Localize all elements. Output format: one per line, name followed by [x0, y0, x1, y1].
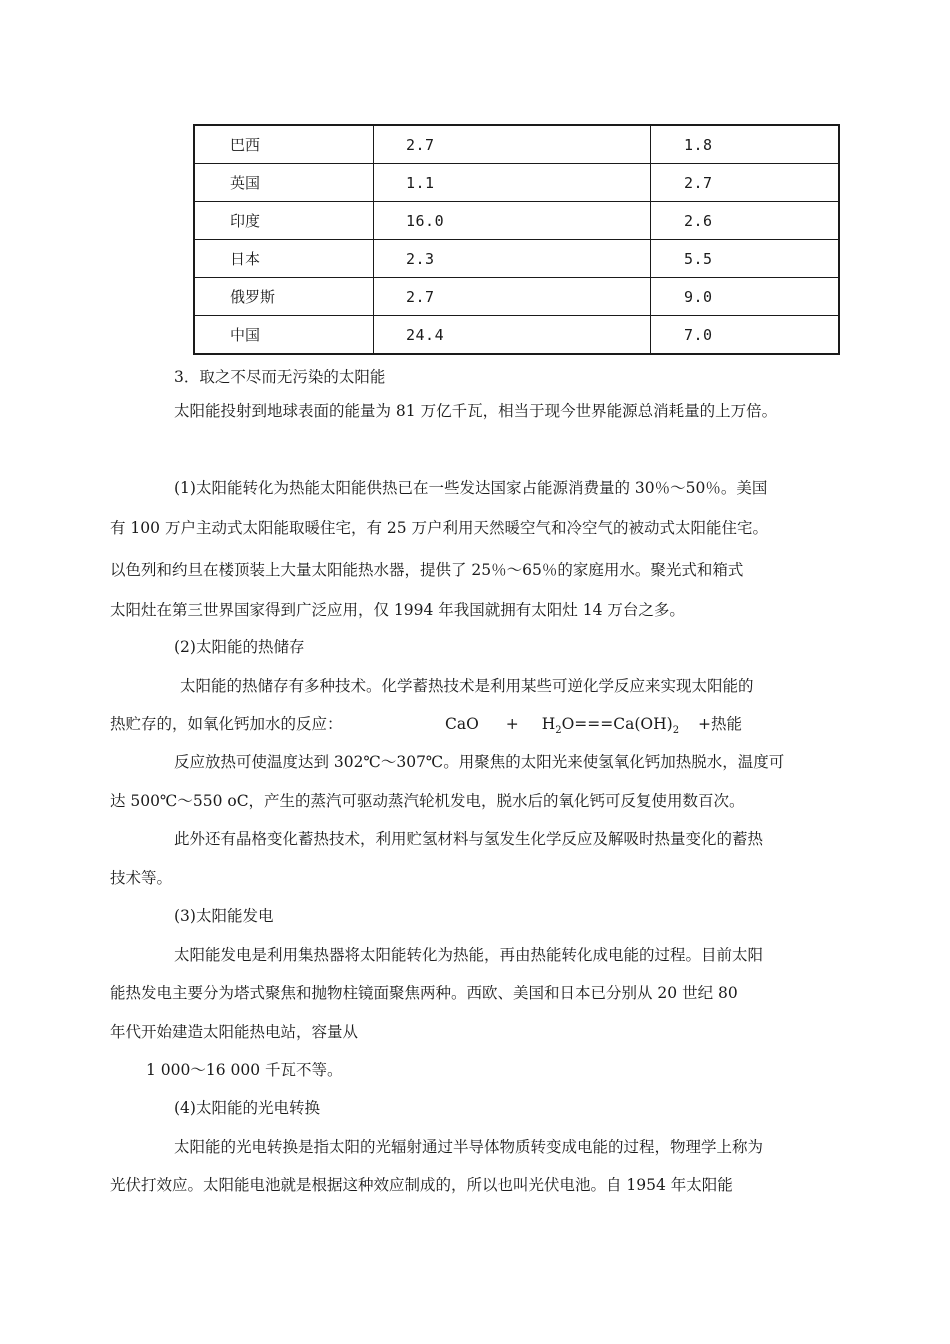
- value-cell: 2.7: [651, 164, 840, 202]
- paragraph-line: 太阳能的光电转换是指太阳的光辐射通过半导体物质转变成电能的过程，物理学上称为: [174, 1138, 764, 1156]
- value-cell: 16.0: [374, 202, 651, 240]
- paragraph-line: 能热发电主要分为塔式聚焦和抛物柱镜面聚焦两种。西欧、美国和日本已分别从 20 世纪 80: [110, 984, 738, 1002]
- paragraph-line: 光伏打效应。太阳能电池就是根据这种效应制成的，所以也叫光伏电池。自 1954 年太阳能: [110, 1176, 733, 1194]
- subscript: 2: [672, 725, 680, 737]
- paragraph-line: 太阳能的热储存有多种技术。化学蓄热技术是利用某些可逆化学反应来实现太阳能的: [180, 677, 754, 695]
- equation-term: H: [541, 715, 556, 733]
- subsection-heading: (3)太阳能发电: [174, 907, 274, 925]
- paragraph-line: 太阳灶在第三世界国家得到广泛应用，仅 1994 年我国就拥有太阳灶 14 万台之多。: [110, 601, 685, 619]
- paragraph-line: 1 000～16 000 千瓦不等。: [146, 1061, 343, 1079]
- subsection-heading: (4)太阳能的光电转换: [174, 1099, 320, 1117]
- country-cell: 巴西: [194, 125, 374, 164]
- value-cell: 7.0: [651, 316, 840, 355]
- country-cell: 俄罗斯: [194, 278, 374, 316]
- country-cell: 印度: [194, 202, 374, 240]
- paragraph-line: 有 100 万户主动式太阳能取暖住宅，有 25 万户利用天然暖空气和冷空气的被动式太阳能住宅。: [110, 519, 769, 537]
- chemical-equation: [445, 714, 742, 741]
- country-cell: 日本: [194, 240, 374, 278]
- paragraph-line: 以色列和约旦在楼顶装上大量太阳能热水器，提供了 25％～65％的家庭用水。聚光式和箱式: [110, 561, 744, 579]
- table-row: [194, 202, 839, 240]
- equation-term: O===Ca(OH): [561, 715, 673, 733]
- equation-term: CaO: [445, 715, 479, 733]
- table-row: [194, 278, 839, 316]
- value-cell: 2.6: [651, 202, 840, 240]
- value-cell: 1.1: [374, 164, 651, 202]
- table-row: [194, 316, 839, 355]
- value-cell: 9.0: [651, 278, 840, 316]
- country-cell: 中国: [194, 316, 374, 355]
- subscript: 2: [555, 725, 562, 737]
- table-row: [194, 240, 839, 278]
- country-cell: 英国: [194, 164, 374, 202]
- paragraph-line: 太阳能投射到地球表面的能量为 81 万亿千瓦，相当于现今世界能源总消耗量的上万倍。: [174, 402, 778, 420]
- section-heading: 3．取之不尽而无污染的太阳能: [174, 368, 386, 386]
- paragraph-line: (1)太阳能转化为热能太阳能供热已在一些发达国家占能源消费量的 30％～50％。美国: [174, 479, 768, 497]
- country-data-table: [193, 124, 840, 355]
- paragraph-line: 反应放热可使温度达到 302℃～307℃。用聚焦的太阳光来使氢氧化钙加热脱水，温度可: [174, 753, 785, 771]
- value-cell: 2.7: [374, 125, 651, 164]
- paragraph-line: 热贮存的，如氧化钙加水的反应：: [110, 715, 343, 733]
- paragraph-line: 年代开始建造太阳能热电站，容量从: [110, 1023, 359, 1041]
- paragraph-line: 此外还有晶格变化蓄热技术，利用贮氢材料与氢发生化学反应及解吸时热量变化的蓄热: [174, 830, 764, 848]
- value-cell: 24.4: [374, 316, 651, 355]
- value-cell: 1.8: [651, 125, 840, 164]
- equation-term: +热能: [698, 715, 742, 733]
- paragraph-line: 太阳能发电是利用集热器将太阳能转化为热能，再由热能转化成电能的过程。目前太阳: [174, 946, 764, 964]
- paragraph-line: 达 500℃～550 oC，产生的蒸汽可驱动蒸汽轮机发电，脱水后的氧化钙可反复使用数百次。: [110, 792, 745, 810]
- value-cell: 2.7: [374, 278, 651, 316]
- value-cell: 2.3: [374, 240, 651, 278]
- value-cell: 5.5: [651, 240, 840, 278]
- table-row: [194, 164, 839, 202]
- table-row: [194, 125, 839, 164]
- paragraph-line: 技术等。: [110, 869, 173, 887]
- equation-operator: +: [505, 715, 519, 733]
- subsection-heading: (2)太阳能的热储存: [174, 638, 305, 656]
